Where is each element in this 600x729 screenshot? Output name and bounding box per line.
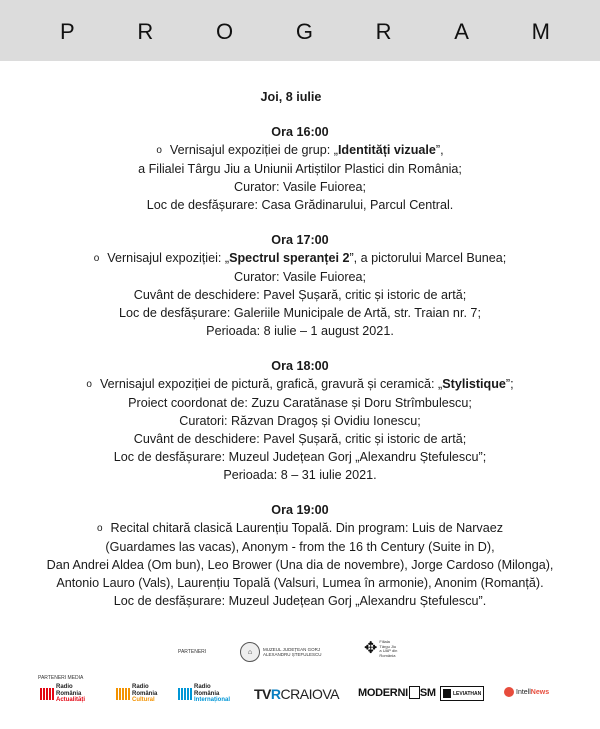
radio-international-logo [178, 684, 230, 704]
radio-cultural-logo [116, 684, 157, 704]
event-text: ”; [505, 377, 514, 391]
event-title: Identități vizuale [337, 143, 436, 157]
radio-romania-icon [40, 688, 54, 700]
event-title: Stylistique [442, 377, 506, 391]
event-text: Recital chitară clasică Laurențiu Topală. Din program: Luis de Narvaez [110, 521, 504, 535]
event-line: Loc de desfășurare: Galeriile Municipale de Artă, str. Traian nr. 7; [119, 306, 481, 320]
tvr-part: CRAIOVA [280, 686, 339, 702]
event-line: Loc de desfășurare: Casa Grădinarului, Parcul Central. [146, 198, 454, 212]
muzeu-logo [240, 642, 322, 662]
event-section [0, 231, 600, 340]
tvr-craiova-logo [254, 686, 339, 702]
leviathan-text: LEVIATHAN [453, 690, 482, 697]
event-line: Loc de desfășurare: Muzeul Județean Gorj „Alexandru Ștefulescu”. [113, 594, 487, 608]
muzeu-line: ALEXANDRU ȘTEFULESCU [263, 652, 322, 657]
title-letter: R [375, 19, 392, 44]
title-letter: G [295, 19, 313, 44]
intell-part: Intell [516, 688, 531, 696]
event-line: Proiect coordonat de: Zuzu Caratănase și Doru Strîmbulescu; [128, 396, 472, 410]
event-line: Curator: Vasile Fuiorea; [233, 180, 367, 194]
event-text: ”, [435, 143, 444, 157]
intell-part: News [530, 688, 550, 696]
event-section [0, 501, 600, 610]
filiala-line: România [379, 652, 396, 658]
intellnews-icon [504, 687, 514, 697]
event-first-line [0, 141, 600, 160]
event-line: (Guardames las vacas), Anonym - from the 16 th Century (Suite in D), [105, 540, 495, 554]
program-title [60, 19, 550, 45]
muzeu-line: MUZEUL JUDEȚEAN GORJ [263, 647, 321, 652]
radio-romania-icon [178, 688, 192, 700]
event-first-line [0, 249, 600, 268]
bullet-icon: o [156, 145, 162, 156]
radio-line: Internațional [194, 697, 231, 703]
title-letter: R [137, 19, 154, 44]
radio-actualitati-logo [40, 684, 85, 704]
event-first-line [0, 375, 600, 394]
event-line: Perioada: 8 – 31 iulie 2021. [223, 468, 377, 482]
bullet-icon: o [96, 523, 103, 534]
event-text: Vernisajul expoziției de pictură, grafică, gravură și ceramică: „ [99, 377, 443, 391]
event-section [0, 357, 600, 484]
event-date: Joi, 8 iulie [260, 90, 322, 104]
event-line: Perioada: 8 iulie – 1 august 2021. [206, 324, 394, 338]
radio-line: România [132, 690, 158, 697]
radio-line: Cultural [132, 697, 155, 703]
modernism-part: SM [419, 686, 436, 699]
radio-romania-icon [116, 688, 130, 700]
modernism-part: I [405, 686, 408, 699]
modernism-box-icon [409, 686, 420, 699]
event-text: Vernisajul expoziției: „ [107, 251, 230, 265]
event-first-line [0, 519, 600, 538]
partners-footer [0, 636, 600, 729]
event-line: Curatori: Răzvan Dragoș și Ovidiu Ionescu; [179, 414, 421, 428]
filiala-mark-icon: ✥ [364, 640, 378, 657]
event-text: Vernisajul expoziției de grup: „ [169, 143, 338, 157]
tvr-part: R [270, 686, 281, 702]
event-time: Ora 18:00 [271, 359, 329, 373]
title-letter: M [531, 19, 550, 44]
modernism-logo [358, 686, 436, 699]
event-text: ”, a pictorului Marcel Bunea; [349, 251, 507, 265]
event-time: Ora 16:00 [271, 125, 329, 139]
event-line: Dan Andrei Aldea (Om bun), Leo Brower (Una dia de novembre), Jorge Cardoso (Milonga), [46, 558, 554, 572]
event-line: Cuvânt de deschidere: Pavel Șușară, critic și istoric de artă; [133, 432, 467, 446]
title-letter: P [60, 19, 75, 44]
title-letter: O [215, 19, 234, 44]
event-time: Ora 19:00 [271, 503, 329, 517]
filiala-logo [364, 640, 397, 658]
partners-label: PARTENERI [178, 649, 207, 655]
radio-line: Actualități [56, 697, 86, 703]
radio-line: Radio [56, 684, 73, 690]
media-partners-label: PARTENERI MEDIA [38, 675, 84, 681]
event-time: Ora 17:00 [271, 233, 329, 247]
header-bar [0, 0, 600, 61]
program-content [0, 88, 600, 610]
event-line: Antonio Lauro (Vals), Laurențiu Topală (Valsuri, Lumea în armonie), Anonim (Romanță). [56, 576, 544, 590]
leviathan-icon [443, 689, 451, 698]
radio-line: Radio [132, 684, 149, 690]
modernism-part: MODERN [358, 686, 406, 699]
event-line: Loc de desfășurare: Muzeul Județean Gorj „Alexandru Ștefulescu”; [113, 450, 487, 464]
event-title: Spectrul speranței 2 [229, 251, 350, 265]
filiala-line: a UAP din [379, 648, 398, 653]
radio-line: România [56, 690, 82, 697]
event-section [0, 123, 600, 214]
leviathan-logo [440, 686, 484, 701]
filiala-line: Filiala [379, 639, 390, 644]
title-letter: A [454, 19, 469, 44]
bullet-icon: o [86, 379, 92, 390]
bullet-icon: o [93, 253, 100, 264]
museum-seal-icon: ⌂ [240, 642, 260, 662]
event-line: Cuvânt de deschidere: Pavel Șușară, critic și istoric de artă; [133, 288, 467, 302]
filiala-line: Târgu Jiu [379, 643, 397, 649]
tvr-part: TV [254, 686, 271, 702]
event-line: a Filialei Târgu Jiu a Uniunii Artiștilor Plastici din România; [138, 162, 462, 176]
intellnews-logo [504, 687, 549, 697]
radio-line: România [194, 690, 220, 697]
radio-line: Radio [194, 684, 211, 690]
event-line: Curator: Vasile Fuiorea; [233, 270, 367, 284]
